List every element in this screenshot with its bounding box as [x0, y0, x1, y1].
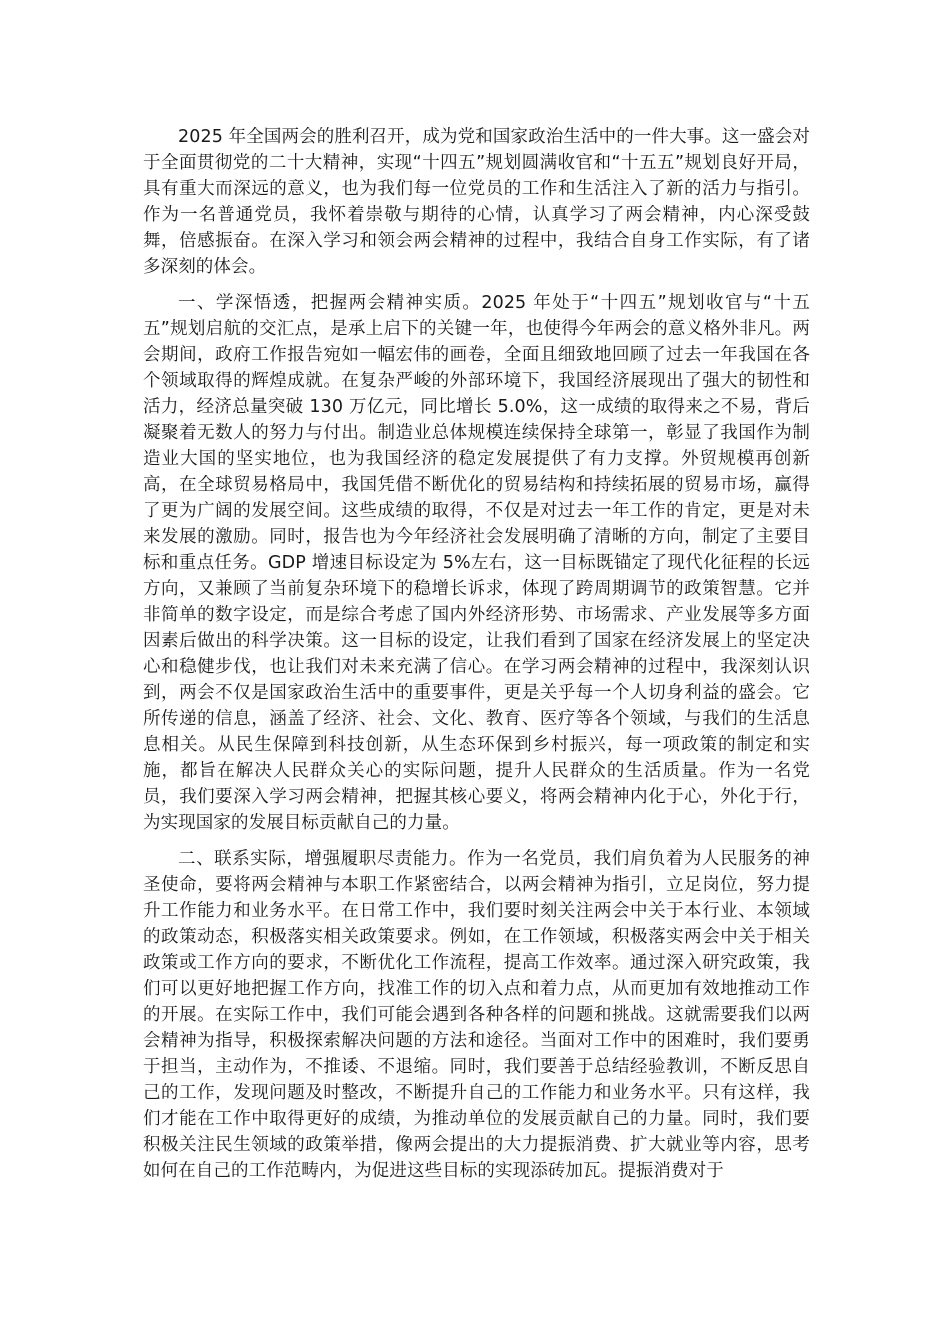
document-body [143, 124, 810, 1194]
paragraph-section-two: 二、联系实际，增强履职尽责能力。作为一名党员，我们肩负着为人民服务的神圣使命，要将两会精神与本职工作紧密结合，以两会精神为指引，立足岗位，努力提升工作能力和业务水平。在日常工作中，我们要时刻关注两会中关于本行业、本领域的政策动态，积极落实相关政策要求。例如，在工作领域，积极落实两会中关于相关政策或工作方向的要求，不断优化工作流程，提高工作效率。通过深入研究政策，我们可以更好地把握工作方向，找准工作的切入点和着力点，从而更加有效地推动工作的开展。在实际工作中，我们可能会遇到各种各样的问题和挑战。这就需要我们以两会精神为指导，积极探索解决问题的方法和途径。当面对工作中的困难时，我们要勇于担当，主动作为，不推诿、不退缩。同时，我们要善于总结经验教训，不断反思自己的工作，发现问题及时整改，不断提升自己的工作能力和业务水平。只有这样，我们才能在工作中取得更好的成绩，为推动单位的发展贡献自己的力量。同时，我们要积极关注民生领域的政策举措，像两会提出的大力提振消费、扩大就业等内容，思考如何在自己的工作范畴内，为促进这些目标的实现添砖加瓦。提振消费对于 [143, 849, 810, 1181]
paragraph-section-one: 一、学深悟透，把握两会精神实质。2025 年处于“十四五”规划收官与“十五五”规划启航的交汇点，是承上启下的关键一年，也使得今年两会的意义格外非凡。两会期间，政府工作报告宛如一幅宏伟的画卷，全面且细致地回顾了过去一年我国在各个领域取得的辉煌成就。在复杂严峻的外部环境下，我国经济展现出了强大的韧性和活力，经济总量突破 130 万亿元，同比增长 5.0%，这一成绩的取得来之不易，背后凝聚着无数人的努力与付出。制造业总体规模连续保持全球第一，彰显了我国作为制造业大国的坚实地位，也为我国经济的稳定发展提供了有力支撑。外贸规模再创新高，在全球贸易格局中，我国凭借不断优化的贸易结构和持续拓展的贸易市场，赢得了更为广阔的发展空间。这些成绩的取得，不仅是对过去一年工作的肯定，更是对未来发展的激励。同时，报告也为今年经济社会发展明确了清晰的方向，制定了主要目标和重点任务。GDP 增速目标设定为 5%左右，这一目标既锚定了现代化征程的长远方向，又兼顾了当前复杂环境下的稳增长诉求，体现了跨周期调节的政策智慧。它并非简单的数字设定，而是综合考虑了国内外经济形势、市场需求、产业发展等多方面因素后做出的科学决策。这一目标的设定，让我们看到了国家在经济发展上的坚定决心和稳健步伐，也让我们对未来充满了信心。在学习两会精神的过程中，我深刻认识到，两会不仅是国家政治生活中的重要事件，更是关乎每一个人切身利益的盛会。它所传递的信息，涵盖了经济、社会、文化、教育、医疗等各个领域，与我们的生活息息相关。从民生保障到科技创新，从生态环保到乡村振兴，每一项政策的制定和实施，都旨在解决人民群众关心的实际问题，提升人民群众的生活质量。作为一名党员，我们要深入学习两会精神，把握其核心要义，将两会精神内化于心，外化于行，为实现国家的发展目标贡献自己的力量。 [143, 293, 810, 833]
paragraph-intro: 2025 年全国两会的胜利召开，成为党和国家政治生活中的一件大事。这一盛会对于全面贯彻党的二十大精神，实现“十四五”规划圆满收官和“十五五”规划良好开局，具有重大而深远的意义，也为我们每一位党员的工作和生活注入了新的活力与指引。作为一名普通党员，我怀着崇敬与期待的心情，认真学习了两会精神，内心深受鼓舞，倍感振奋。在深入学习和领会两会精神的过程中，我结合自身工作实际，有了诸多深刻的体会。 [143, 127, 810, 277]
